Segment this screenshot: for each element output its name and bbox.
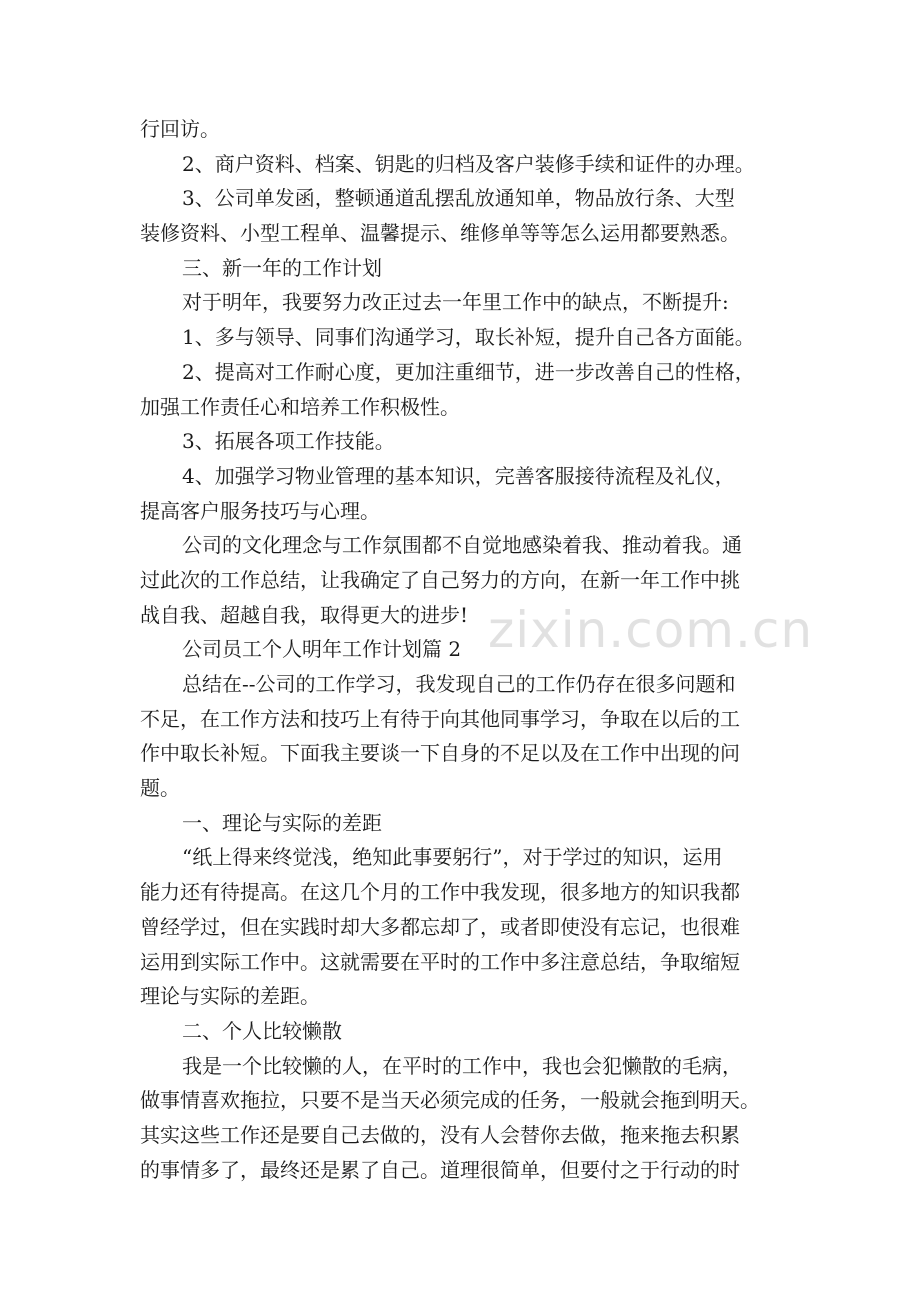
text-line: 做事情喜欢拖拉，只要不是当天必须完成的任务，一般就会拖到明天。 [140, 1088, 760, 1113]
text-line: 总结在--公司的工作学习，我发现自己的工作仍存在很多问题和 [182, 672, 736, 696]
text-line: 加强工作责任心和培养工作积极性。 [140, 394, 460, 419]
text-line: 对于明年，我要努力改正过去一年里工作中的缺点，不断提升: [182, 290, 729, 315]
text-line: 三、新一年的工作计划 [182, 255, 382, 280]
text-line: 过此次的工作总结，让我确定了自己努力的方向，在新一年工作中挑 [140, 567, 740, 592]
text-line: 3、拓展各项工作技能。 [182, 429, 395, 454]
text-line: 2、商户资料、档案、钥匙的归档及客户装修手续和证件的办理。 [182, 151, 755, 176]
text-line: 1、多与领导、同事们沟通学习，取长补短，提升自己各方面能。 [182, 325, 755, 350]
text-line: 战自我、超越自我，取得更大的进步! [140, 602, 469, 627]
text-line: 装修资料、小型工程单、温馨提示、维修单等等怎么运用都要熟悉。 [140, 221, 740, 246]
document-body [140, 112, 780, 1187]
text-line: 提高客户服务技巧与心理。 [140, 498, 380, 523]
text-line: 题。 [140, 776, 180, 801]
text-line: 的事情多了，最终还是累了自己。道理很简单，但要付之于行动的时 [140, 1157, 740, 1182]
text-line: 4、加强学习物业管理的基本知识，完善客服接待流程及礼仪， [182, 463, 735, 488]
text-line: “纸上得来终觉浅，绝知此事要躬行”，对于学过的知识，运用 [182, 845, 723, 870]
text-line: 2、提高对工作耐心度，更加注重细节，进一步改善自己的性格， [182, 359, 755, 384]
text-line: 一、理论与实际的差距 [182, 810, 382, 835]
text-line: 公司员工个人明年工作计划篇 2 [182, 637, 462, 662]
text-line: 作中取长补短。下面我主要谈一下自身的不足以及在工作中出现的问 [140, 741, 740, 766]
text-line: 我是一个比较懒的人，在平时的工作中，我也会犯懒散的毛病， [182, 1053, 742, 1078]
text-line: 公司的文化理念与工作氛围都不自觉地感染着我、推动着我。通 [182, 533, 742, 558]
text-line: 行回访。 [140, 117, 220, 141]
text-line: 能力还有待提高。在这几个月的工作中我发现，很多地方的知识我都 [140, 880, 740, 905]
watermark: zixin.com.cn [488, 601, 814, 659]
text-line: 运用到实际工作中。这就需要在平时的工作中多注意总结，争取缩短 [140, 949, 740, 974]
text-line: 不足，在工作方法和技巧上有待于向其他同事学习，争取在以后的工 [140, 706, 740, 731]
text-line: 曾经学过，但在实践时却大多都忘却了，或者即使没有忘记，也很难 [140, 914, 740, 939]
text-line: 理论与实际的差距。 [140, 984, 320, 1009]
text-line: 其实这些工作还是要自己去做的，没有人会替你去做，拖来拖去积累 [140, 1122, 740, 1147]
text-line: 3、公司单发函，整顿通道乱摆乱放通知单，物品放行条、大型 [182, 186, 735, 211]
text-line: 二、个人比较懒散 [182, 1018, 342, 1043]
